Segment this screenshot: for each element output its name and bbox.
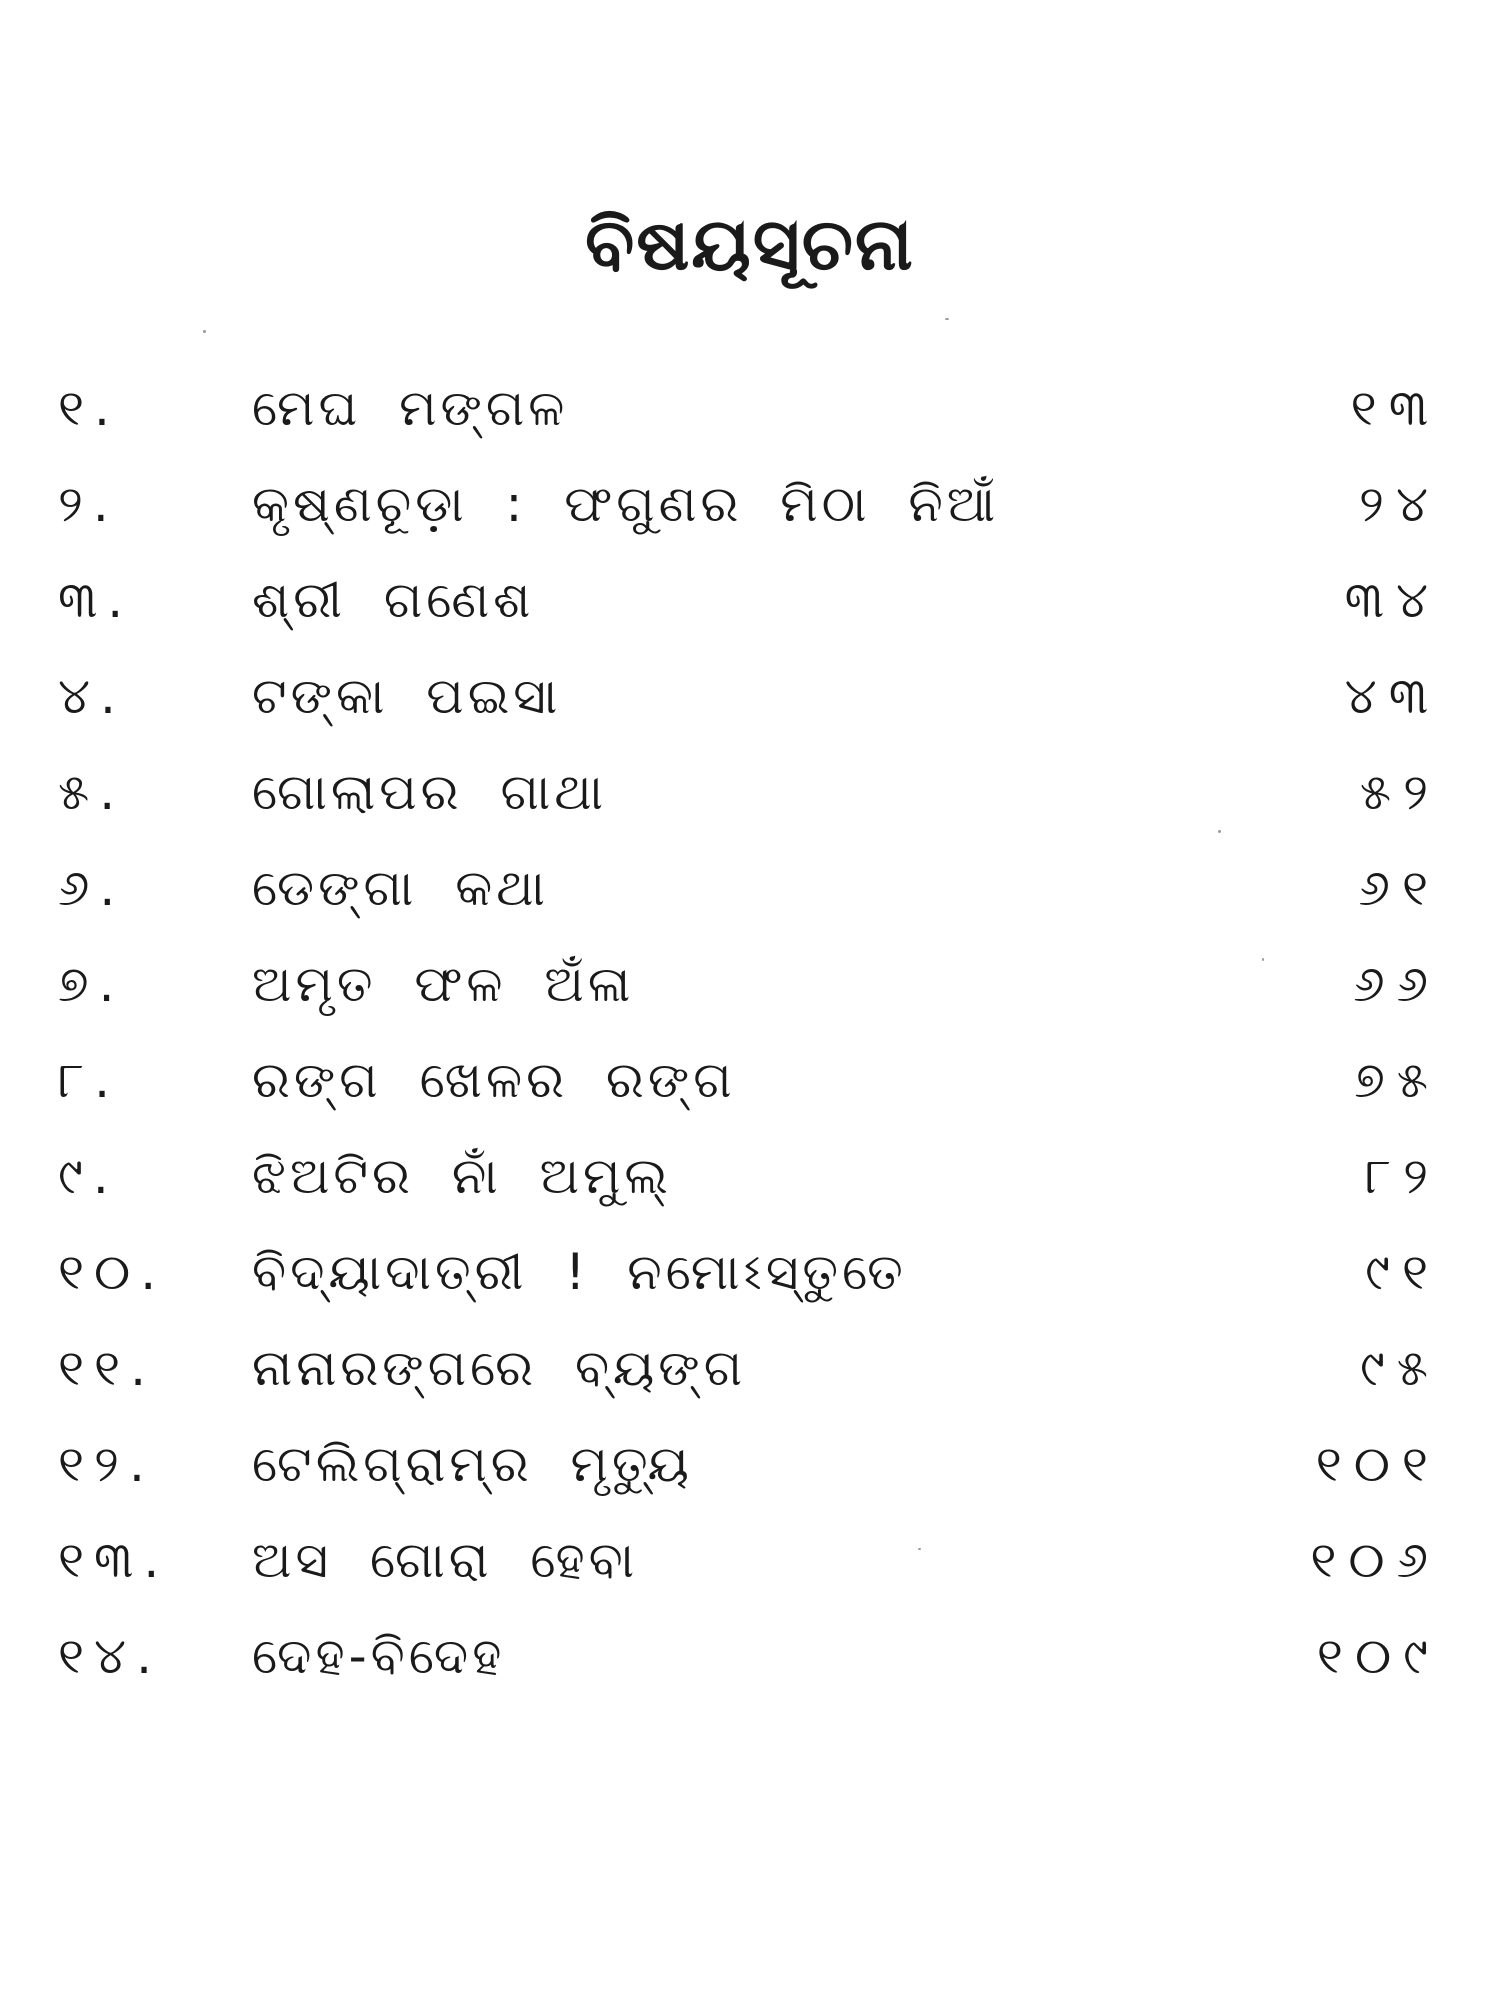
toc-entry-title: ଗୋଲାପର ଗାଥା bbox=[252, 763, 608, 821]
toc-entry-title: ବିଦ୍ୟାଦାତ୍ରୀ ! ନମୋଽସ୍ତୁତେ bbox=[252, 1243, 907, 1301]
table-of-contents bbox=[0, 360, 1500, 1704]
toc-entry-title: ଝିଅଟିର ନାଁ ଅମୁଲ୍ bbox=[252, 1147, 672, 1205]
toc-entry bbox=[0, 648, 1500, 744]
toc-entry-number: ୭. bbox=[58, 955, 125, 1013]
toc-entry bbox=[0, 1128, 1500, 1224]
toc-entry-title: କୃଷ୍ଣଚୂଡ଼ା : ଫଗୁଣର ମିଠା ନିଆଁ bbox=[252, 475, 1000, 533]
toc-entry-title: ଅମୃତ ଫଳ ଅଁଳା bbox=[252, 955, 635, 1013]
toc-entry bbox=[0, 744, 1500, 840]
toc-entry bbox=[0, 1512, 1500, 1608]
toc-entry-title: ନାନାରଙ୍ଗରେ ବ୍ୟଙ୍ଗ bbox=[252, 1339, 747, 1397]
toc-entry-number: ୫. bbox=[58, 763, 126, 821]
toc-entry-number: ୨. bbox=[58, 475, 119, 533]
toc-entry-title: ଡେଙ୍ଗା କଥା bbox=[252, 859, 549, 917]
toc-entry-page: ୯୫ bbox=[1359, 1339, 1440, 1397]
toc-entry-page: ୭୫ bbox=[1354, 1051, 1440, 1109]
toc-entry-title: ଟେଲିଗ୍ରାମ୍‌ର ମୃତ୍ୟୁ bbox=[252, 1435, 693, 1493]
toc-entry-number: ୯. bbox=[58, 1147, 119, 1205]
toc-entry-number: ୩. bbox=[58, 571, 134, 629]
toc-entry bbox=[0, 1224, 1500, 1320]
toc-entry bbox=[0, 360, 1500, 456]
toc-entry bbox=[0, 552, 1500, 648]
toc-entry bbox=[0, 1416, 1500, 1512]
toc-entry-page: ୯୧ bbox=[1365, 1243, 1440, 1301]
toc-entry-title: ରଙ୍ଗ ଖେଳର ରଙ୍ଗ bbox=[252, 1051, 736, 1109]
toc-entry bbox=[0, 840, 1500, 936]
toc-entry-number: ୧୩. bbox=[58, 1531, 170, 1589]
scan-speck bbox=[203, 330, 206, 333]
toc-entry-title: ଦେହ-ବିଦେହ bbox=[252, 1627, 506, 1685]
scan-speck bbox=[1218, 830, 1221, 833]
toc-entry-page: ୧୦୯ bbox=[1316, 1627, 1440, 1685]
toc-entry-number: ୧୧. bbox=[58, 1339, 156, 1397]
toc-entry-number: ୧୨. bbox=[58, 1435, 155, 1493]
toc-entry-number: ୮. bbox=[58, 1051, 120, 1109]
toc-entry-page: ୪୩ bbox=[1344, 667, 1440, 725]
toc-entry bbox=[0, 1032, 1500, 1128]
toc-entry-number: ୪. bbox=[58, 667, 126, 725]
scan-speck bbox=[1262, 958, 1264, 961]
toc-entry-page: ୬୬ bbox=[1353, 955, 1440, 1013]
toc-entry bbox=[0, 936, 1500, 1032]
toc-entry-title: ମେଘ ମଙ୍ଗଳ bbox=[252, 379, 569, 437]
toc-entry-number: ୧. bbox=[58, 379, 120, 437]
toc-entry-number: ୧୦. bbox=[58, 1243, 167, 1301]
toc-entry-title: ଟଙ୍କା ପଇସା bbox=[252, 667, 562, 725]
toc-heading: ବିଷୟସୂଚନା bbox=[585, 202, 915, 287]
toc-entry-title: ଶ୍ରୀ ଗଣେଶ bbox=[252, 571, 535, 629]
toc-entry-title: ଅସ ଗୋରା ହେବା bbox=[252, 1531, 639, 1589]
toc-entry-number: ୧୪. bbox=[58, 1627, 162, 1685]
scan-speck bbox=[918, 1548, 921, 1550]
toc-entry-page: ୧୦୬ bbox=[1310, 1531, 1440, 1589]
toc-entry-number: ୬. bbox=[58, 859, 126, 917]
toc-entry-page: ୧୦୧ bbox=[1315, 1435, 1440, 1493]
toc-entry bbox=[0, 1320, 1500, 1416]
toc-entry-page: ୬୧ bbox=[1358, 859, 1440, 917]
toc-entry-page: ୧୩ bbox=[1350, 379, 1440, 437]
toc-entry-page: ୮୨ bbox=[1365, 1147, 1440, 1205]
toc-entry-page: ୩୪ bbox=[1344, 571, 1440, 629]
toc-entry bbox=[0, 456, 1500, 552]
toc-entry-page: ୨୪ bbox=[1359, 475, 1440, 533]
toc-entry bbox=[0, 1608, 1500, 1704]
toc-entry-page: ୫୨ bbox=[1359, 763, 1440, 821]
scan-speck bbox=[945, 318, 949, 320]
